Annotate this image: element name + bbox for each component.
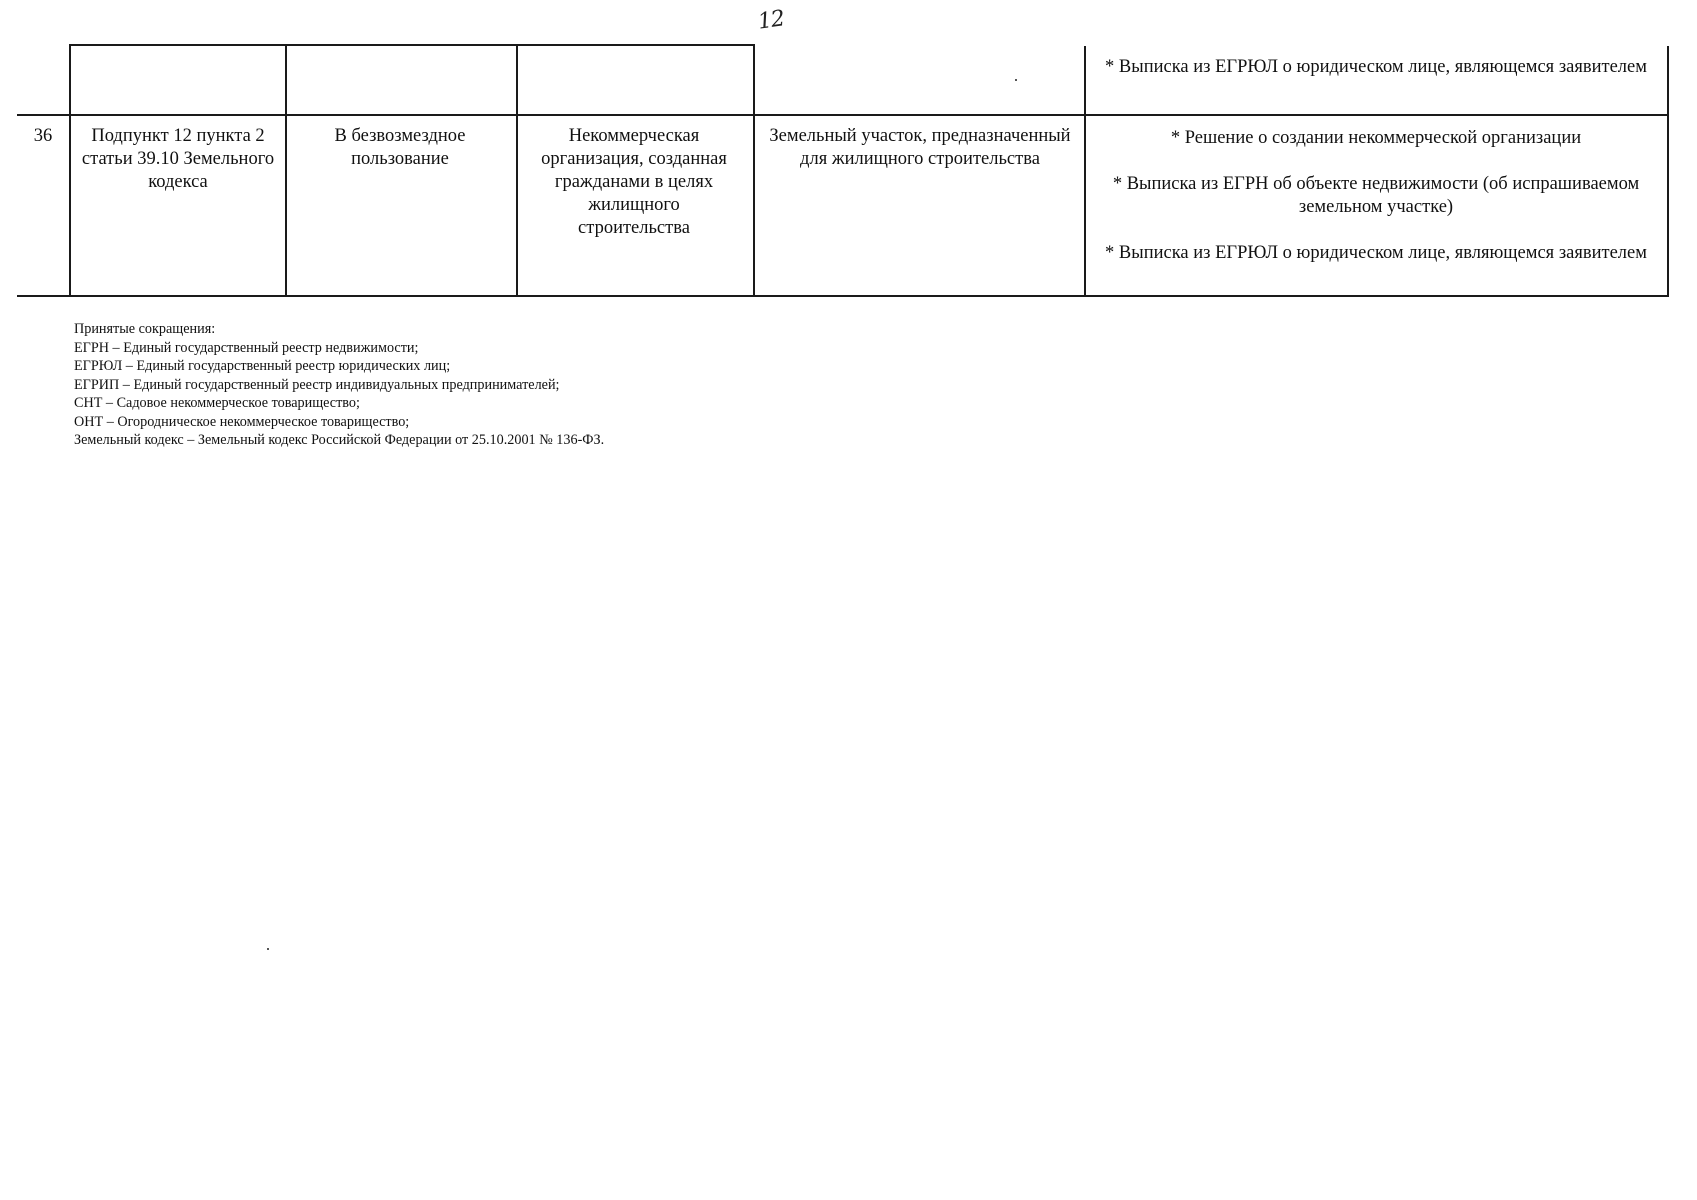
column-divider bbox=[753, 44, 755, 296]
row-separator bbox=[17, 114, 1669, 116]
document-item: * Выписка из ЕГРЮЛ о юридическом лице, являющемся заявителем bbox=[1105, 57, 1647, 77]
table-top-border bbox=[69, 44, 754, 46]
legal-basis: Подпункт 12 пункта 2 статьи 39.10 Земельного кодекса bbox=[81, 126, 275, 192]
right-type: В безвозмездное пользование bbox=[334, 126, 466, 169]
column-divider bbox=[285, 44, 287, 296]
basis-cell bbox=[71, 125, 285, 194]
document-item: * Выписка из ЕГРН об объекте недвижимости (об испрашиваемом земельном участке) bbox=[1112, 174, 1640, 217]
page-number: 12 bbox=[756, 6, 786, 35]
column-divider bbox=[516, 44, 518, 296]
land-plot: Земельный участок, предназначенный для жилищного строительства bbox=[769, 126, 1071, 169]
continuation-documents-cell bbox=[1086, 56, 1666, 79]
abbreviation-item: ЕГРН – Единый государственный реестр недвижимости; bbox=[74, 339, 419, 356]
table-bottom-border bbox=[17, 295, 1669, 297]
abbreviations bbox=[74, 320, 604, 450]
abbreviation-item: ЕГРИП – Единый государственный реестр индивидуальных предпринимателей; bbox=[74, 376, 560, 393]
applicant-cell bbox=[528, 125, 740, 240]
applicant: Некоммерческая организация, созданная гражданами в целях жилищного строительства bbox=[541, 126, 727, 238]
abbreviation-item: ЕГРЮЛ – Единый государственный реестр юридических лиц; bbox=[74, 358, 451, 374]
document-item: * Решение о создании некоммерческой организации bbox=[1170, 128, 1582, 148]
scan-speck bbox=[1015, 79, 1017, 81]
right-type-cell bbox=[302, 125, 498, 171]
column-divider bbox=[1667, 46, 1669, 296]
abbreviation-item: СНТ – Садовое некоммерческое товарищество; bbox=[74, 395, 360, 411]
document-item: * Выписка из ЕГРЮЛ о юридическом лице, являющемся заявителем bbox=[1105, 243, 1647, 263]
scan-speck bbox=[267, 948, 269, 950]
land-plot-cell bbox=[765, 125, 1075, 171]
row-number-cell bbox=[17, 125, 69, 148]
abbreviation-item: ОНТ – Огородническое некоммерческое товарищество; bbox=[74, 413, 410, 430]
abbreviation-item: Земельный кодекс – Земельный кодекс Российской Федерации от 25.10.2001 № 136-ФЗ. bbox=[74, 432, 605, 448]
abbreviations-heading: Принятые сокращения: bbox=[74, 321, 216, 337]
row-number: 36 bbox=[33, 126, 53, 146]
documents-cell bbox=[1086, 127, 1666, 265]
